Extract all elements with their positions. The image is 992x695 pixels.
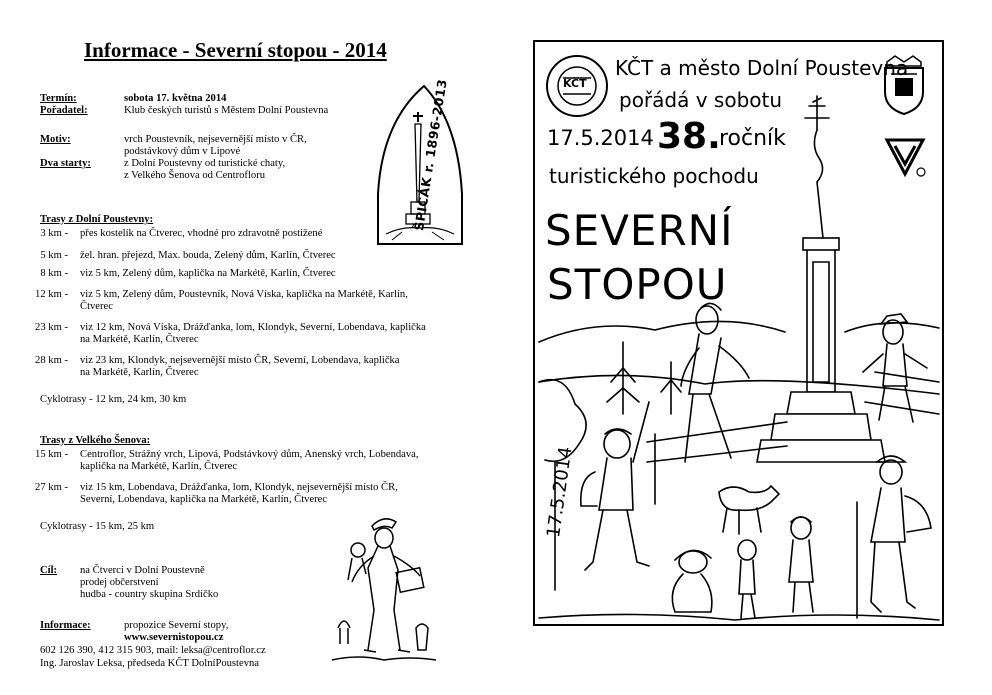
route-description: viz 23 km, Klondyk, nejsevernější místo ČR, Severní, Lobendava, kaplička (80, 355, 400, 366)
routes-vs-title: Trasy z Velkého Šenova: (40, 435, 151, 446)
poster-date: 17.5.2014 (547, 126, 654, 150)
route-description: viz 15 km, Lobendava, Drážďanka, lom, Klondyk, nejsevernější místo ČR, (80, 482, 398, 493)
route-description: Severní, Lobendava, kaplička na Markétě, Karlín, Čtverec (80, 494, 328, 505)
contact-line: 602 126 390, 412 315 903, mail: leksa@centroflor.cz (40, 645, 266, 656)
route-description: přes kostelík na Čtverec, vhodné pro zdravotně postižené (80, 228, 323, 239)
goal-line: hudba - country skupina Srdíčko (80, 589, 219, 600)
signature-line: Ing. Jaroslav Leksa, předseda KČT DolníPoustevna (40, 658, 259, 669)
organizer-label: Pořadatel: (40, 105, 88, 116)
route-distance: 5 km - (40, 250, 68, 261)
page-title: Informace - Severní stopou - 2014 (84, 38, 387, 62)
route-description: kaplička na Markétě, Karlín, Čtverec (80, 461, 238, 472)
start-line: z Dolní Poustevny od turistické chaty, (124, 158, 286, 169)
hiker-with-child-sketch (328, 510, 440, 668)
cyclo-routes-dp: Cyklotrasy - 12 km, 24 km, 30 km (40, 394, 187, 405)
term-value: sobota 17. května 2014 (124, 93, 227, 104)
poster-rocnik: ročník (719, 126, 786, 151)
route-description: viz 5 km, Zelený dům, kaplička na Markétě, Karlín, Čtverec (80, 268, 336, 279)
club-logo-monogram: KČT (563, 77, 587, 90)
goal-line: prodej občerstvení (80, 577, 159, 588)
spicak-label: ŠPIČÁK r. 1896-2013 (410, 77, 450, 232)
goal-label: Cíl: (40, 565, 58, 576)
poster-title-line1: SEVERNÍ (545, 206, 734, 255)
event-poster (533, 40, 944, 626)
route-description: viz 5 km, Zelený dům, Poustevník, Nová Víska, kaplička na Markétě, Karlín, (80, 289, 408, 300)
route-description: viz 12 km, Nová Víska, Drážďanka, lom, Klondyk, Severní, Lobendava, kaplička (80, 322, 426, 333)
route-description: žel. hran. přejezd, Max. bouda, Zelený dům, Karlín, Čtverec (80, 250, 336, 261)
cyclo-routes-vs: Cyklotrasy - 15 km, 25 km (40, 521, 155, 532)
poster-title-line2: STOPOU (547, 260, 728, 309)
organizer-value: Klub českých turistů s Městem Dolní Poustevna (124, 105, 329, 116)
term-label: Termín: (40, 93, 77, 104)
route-distance: 23 km - (35, 322, 68, 333)
info-label: Informace: (40, 620, 91, 631)
poster-subtitle: pořádá v sobotu (619, 88, 783, 112)
route-distance: 12 km - (35, 289, 68, 300)
route-description: na Markétě, Karlín, Čtverec (80, 334, 199, 345)
poster-organizer: KČT a město Dolní Poustevna (615, 56, 909, 80)
route-description: Centroflor, Strážný vrch, Lipová, Podstávkový dům, Anenský vrch, Lobendava, (80, 449, 419, 460)
route-distance: 27 km - (35, 482, 68, 493)
illustration-date: 17.5.2014 (543, 445, 577, 539)
routes-dp-title: Trasy z Dolní Poustevny: (40, 214, 154, 225)
route-distance: 28 km - (35, 355, 68, 366)
motif-line: vrch Poustevník, nejsevernější místo v ČR, (124, 134, 307, 145)
motif-label: Motiv: (40, 134, 71, 145)
website-link[interactable]: www.severnistopou.cz (124, 632, 224, 643)
route-distance: 15 km - (35, 449, 68, 460)
hikers-illustration (535, 42, 942, 624)
start-line: z Velkého Šenova od Centrofloru (124, 170, 266, 181)
goal-line: na Čtverci v Dolní Poustevně (80, 565, 205, 576)
route-distance: 8 km - (40, 268, 68, 279)
poster-ordinal: 38. (657, 116, 721, 157)
info-line: propozice Severní stopy, (124, 620, 229, 631)
route-distance: 3 km - (40, 228, 68, 239)
route-description: Čtverec (80, 301, 113, 312)
motif-line: podstávkový dům v Lipové (124, 146, 241, 157)
route-description: na Markétě, Karlín, Čtverec (80, 367, 199, 378)
poster-event-type: turistického pochodu (549, 164, 759, 188)
starts-label: Dva starty: (40, 158, 91, 169)
